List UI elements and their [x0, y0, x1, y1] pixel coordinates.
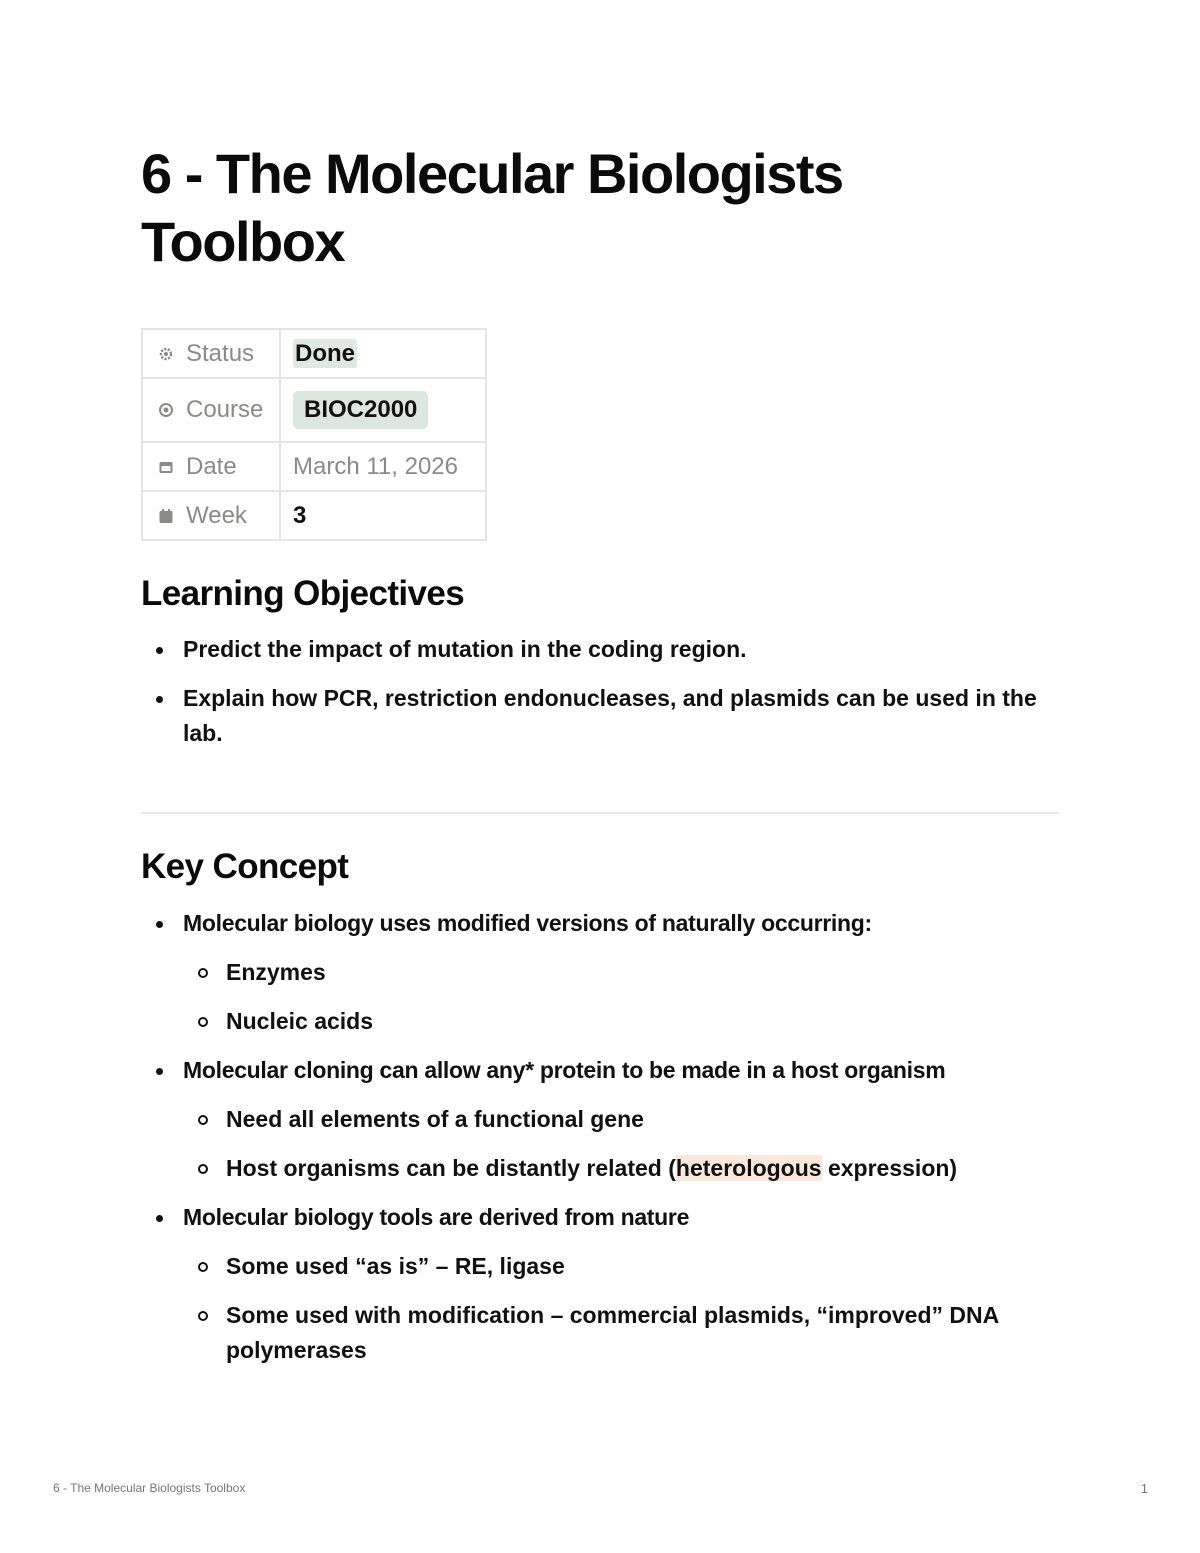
property-row-date [142, 442, 486, 491]
properties-table [141, 328, 487, 541]
key-concept-list [141, 906, 1061, 1382]
list-item: Molecular cloning can allow any* protein to be made in a host organism [141, 1053, 1061, 1088]
status-badge[interactable]: Done [295, 339, 355, 367]
page-number: 1 [1140, 1481, 1148, 1496]
property-row-week [142, 491, 486, 540]
learning-objectives-heading: Learning Objectives [141, 574, 465, 613]
calendar-icon [158, 459, 174, 475]
learning-objectives-list [141, 632, 1061, 765]
text-segment: expression) [821, 1155, 958, 1181]
key-concept-heading: Key Concept [141, 847, 349, 886]
property-row-course [142, 378, 486, 442]
page-title: 6 - The Molecular Biologists Toolbox [141, 142, 843, 273]
property-key: Week [186, 501, 247, 529]
course-tag[interactable]: BIOC2000 [293, 391, 428, 429]
sub-list-item: Enzymes [141, 955, 1061, 990]
property-key: Course [186, 396, 264, 423]
date-value[interactable]: March 11, 2026 [293, 452, 458, 480]
footer-title: 6 - The Molecular Biologists Toolbox [53, 1481, 246, 1495]
property-row-status [142, 329, 486, 378]
sub-list-item: Nucleic acids [141, 1004, 1061, 1039]
calendar-week-icon [158, 508, 174, 524]
divider [141, 812, 1059, 814]
text-segment: Host organisms can be distantly related ( [226, 1155, 676, 1181]
gear-icon [158, 346, 174, 362]
property-key: Date [186, 452, 237, 480]
sub-list-item: Some used with modification – commercial plasmids, “improved” DNA polymerases [141, 1298, 1061, 1368]
sub-list-item: Some used “as is” – RE, ligase [141, 1249, 1061, 1284]
sub-list-item [141, 1151, 1061, 1186]
list-item: Molecular biology tools are derived from nature [141, 1200, 1061, 1235]
target-icon [158, 402, 174, 418]
property-key: Status [186, 339, 255, 367]
highlighted-term: heterologous [675, 1155, 822, 1181]
list-item: Explain how PCR, restriction endonucleases, and plasmids can be used in the lab. [141, 681, 1061, 751]
sub-list-item: Need all elements of a functional gene [141, 1102, 1061, 1137]
list-item: Molecular biology uses modified versions of naturally occurring: [141, 906, 1061, 941]
list-item: Predict the impact of mutation in the coding region. [141, 632, 1061, 667]
week-value[interactable]: 3 [293, 501, 307, 529]
